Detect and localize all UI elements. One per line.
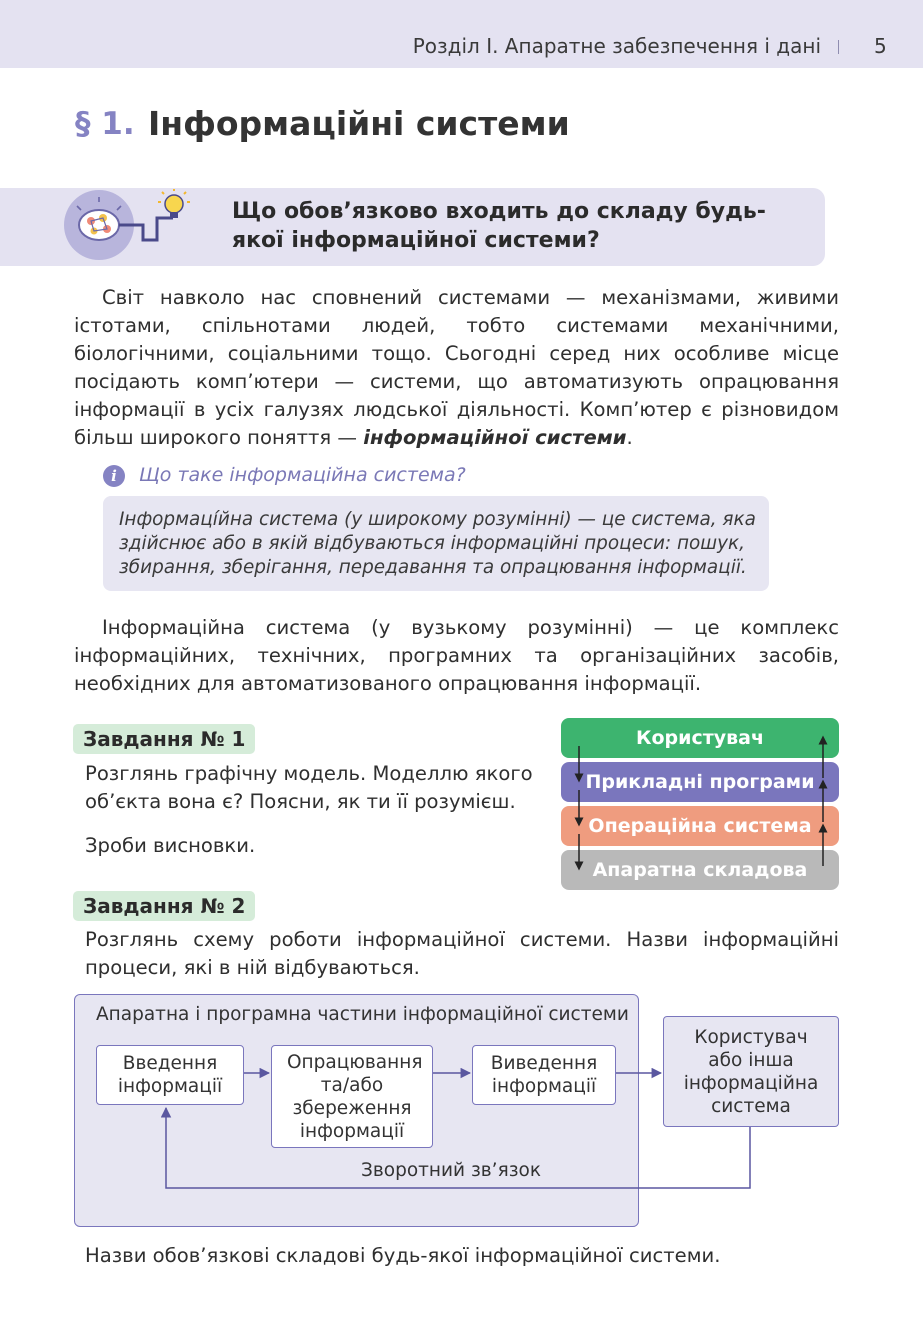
section-number: § 1. [75,106,135,142]
info-question: Що таке інформаційна система? [139,464,466,486]
narrow-definition-text: Інформаційна система (у вузькому розумінні) — це комплекс інформаційних, технічних, програмних та організаційних засобів, необхідних для автоматизованого опрацювання інформації. [74,616,839,695]
node-processing [271,1045,433,1148]
intro-paragraph [74,284,839,452]
final-question: Назви обов’язкові складові будь-якої інформаційної системи. [85,1244,721,1267]
layer-operating-system: Операційна система [561,806,839,846]
node-input-label: Введення інформації [117,1053,223,1097]
definition-text: Інформаці́йна система (у широкому розумінні) — це система, яка здійснює або в якій відбуваються інформаційні процеси: пошук, збирання, зберігання, передавання та опрацювання інформації. [119,509,756,578]
layer-arrows [561,718,839,890]
intro-text: Світ навколо нас сповнений системами — механізмами, живими істотами, спільнотами людей, тобто системами механічними, біологічними, соціальними тощо. Сьогодні серед них особливе місце посідають комп’ютери — системи, що автоматизують опрацювання інформації в усіх галузях людської діяльності. Комп’ютер є різновидом більш широкого поняття — [74,286,839,449]
node-output [472,1045,616,1105]
task-1-conclusion: Зроби висновки. [85,834,256,857]
layer-applications: Прикладні програми [561,762,839,802]
layer-user: Користувач [561,718,839,758]
node-input [96,1045,244,1105]
layer-hardware: Апаратна складова [561,850,839,890]
task-1-badge: Завдання № 1 [73,724,255,754]
brain-lightbulb-icon [63,188,193,264]
narrow-definition-paragraph [74,614,839,698]
page-number: 5 [874,34,887,58]
task-2-badge: Завдання № 2 [73,891,255,921]
hardware-software-label: Апаратна і програмна частини інформаційної системи [96,1004,629,1025]
header-divider [838,40,839,54]
task-2-text: Розглянь схему роботи інформаційної системи. Назви інформаційні процеси, які в ній відбуваються. [85,928,839,979]
intro-text-end: . [626,426,633,449]
node-output-label: Виведення інформації [490,1053,598,1097]
info-icon: i [103,465,125,487]
node-user [663,1016,839,1127]
feedback-label: Зворотний зв’язок [361,1160,542,1181]
node-processing-label: Опрацювання та/або збереження інформації [287,1051,423,1142]
term-information-system: інформаційної системи [363,426,627,449]
page-title: Інформаційні системи [148,104,570,143]
chapter-title: Розділ І. Апаратне забезпечення і дані [412,34,821,58]
task-1-text: Розглянь графічну модель. Моделлю якого об’єкта вона є? Поясни, як ти її розумієш. [85,762,533,813]
node-user-label: Користувач або інша інформаційна система [683,1026,819,1117]
key-question: Що обов’язково входить до складу будь-якої інформаційної системи? [232,199,766,253]
